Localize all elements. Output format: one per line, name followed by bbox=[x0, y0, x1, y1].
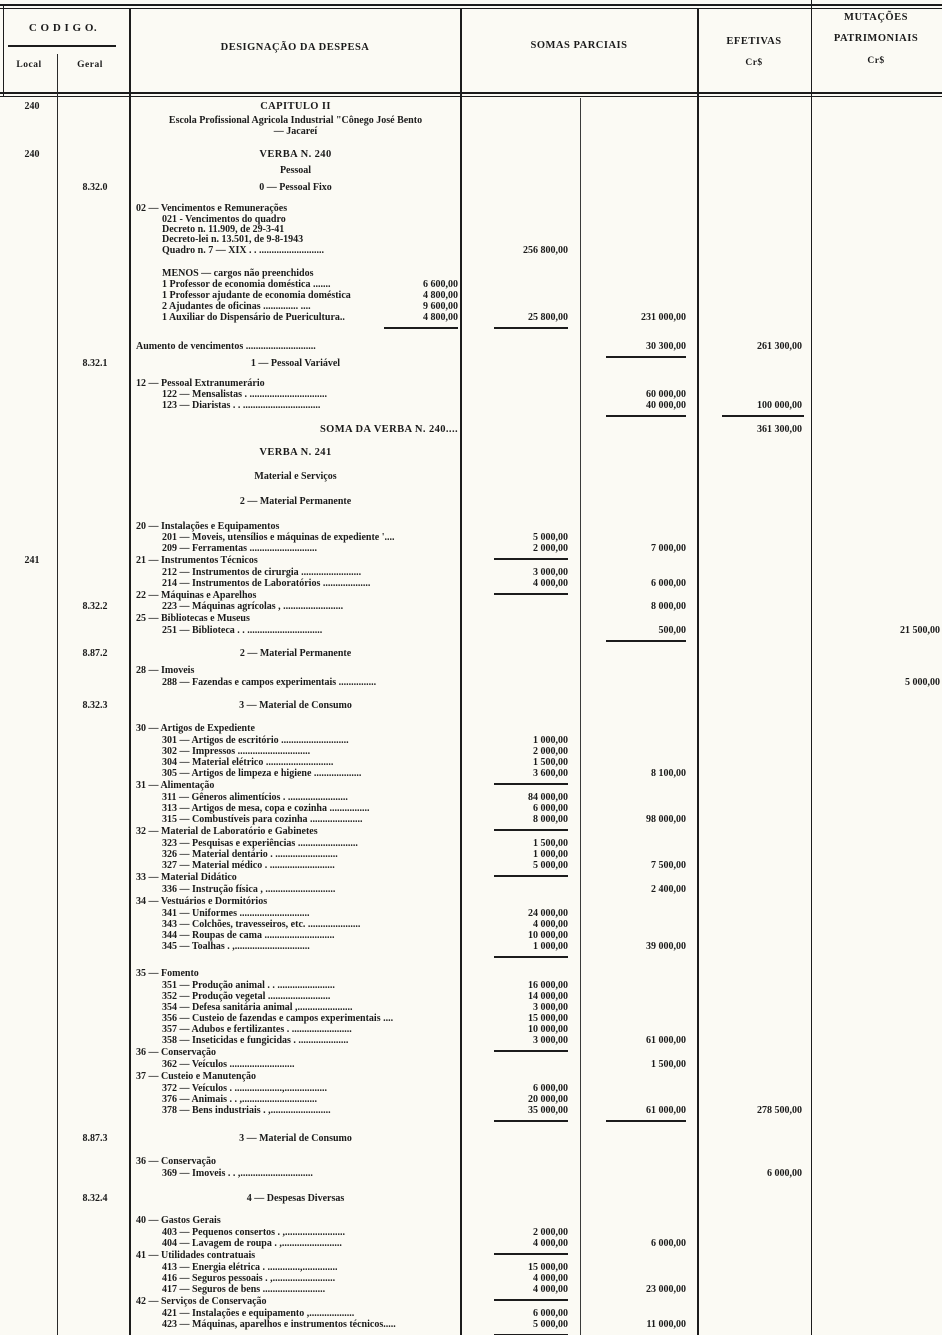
designation-text: CAPITULO II bbox=[260, 101, 331, 112]
designation-text: 341 — Uniformes ............................ bbox=[162, 908, 310, 919]
amount-inner: 6 600,00 bbox=[423, 279, 458, 290]
amount-parcial-2: 500,00 bbox=[658, 625, 686, 636]
designation-text: 315 — Combustíveis para cozinha ..................... bbox=[162, 814, 363, 825]
designacao-column-label: DESIGNAÇÃO DA DESPESA bbox=[220, 42, 370, 53]
designation-text: 36 — Conservação bbox=[136, 1047, 216, 1058]
sum-rule bbox=[494, 1299, 568, 1301]
table-row bbox=[0, 1132, 942, 1146]
designation-text: 413 — Energia elétrica . .............,.............. bbox=[162, 1262, 338, 1273]
top-border-rule-1 bbox=[0, 4, 942, 6]
amount-inner: 4 800,00 bbox=[423, 312, 458, 323]
amount-parcial-1: 2 000,00 bbox=[533, 543, 568, 554]
table-row bbox=[0, 699, 942, 713]
amount-parcial-1: 24 000,00 bbox=[528, 908, 568, 919]
designation-text: 36 — Conservação bbox=[136, 1156, 216, 1167]
designation-text: 313 — Artigos de mesa, copa e cozinha ................ bbox=[162, 803, 370, 814]
designation-text: Aumento de vencimentos ............................ bbox=[136, 341, 316, 352]
amount-parcial-1: 25 800,00 bbox=[528, 312, 568, 323]
designation-text: 421 — Instalações e equipamento ,.................. bbox=[162, 1308, 355, 1319]
amount-parcial-2: 98 000,00 bbox=[646, 814, 686, 825]
amount-parcial-2: 7 000,00 bbox=[651, 543, 686, 554]
table-row bbox=[0, 647, 942, 661]
sum-rule bbox=[606, 1120, 686, 1122]
geral-column-label: Geral bbox=[77, 60, 103, 70]
designation-text: Material e Serviços bbox=[254, 471, 337, 482]
sum-rule bbox=[606, 640, 686, 642]
codigo-header-label: C O D I G O. bbox=[28, 22, 98, 34]
amount-inner: 4 800,00 bbox=[423, 290, 458, 301]
table-row bbox=[0, 624, 942, 638]
designation-text: 20 — Instalações e Equipamentos bbox=[136, 521, 280, 532]
designation-text: 2 — Material Permanente bbox=[239, 496, 352, 507]
table-row bbox=[0, 940, 942, 954]
designation-text: 37 — Custeio e Manutenção bbox=[136, 1071, 256, 1082]
amount-parcial-2: 8 100,00 bbox=[651, 768, 686, 779]
amount-efetivas: 361 300,00 bbox=[757, 424, 802, 435]
amount-parcial-1: 8 000,00 bbox=[533, 814, 568, 825]
sum-rule bbox=[494, 558, 568, 560]
designation-text: 352 — Produção vegetal ......................... bbox=[162, 991, 331, 1002]
designation-text: Decreto-lei n. 13.501, de 9-8-1943 bbox=[162, 234, 304, 245]
amount-parcial-1: 4 000,00 bbox=[533, 1238, 568, 1249]
designation-text: 403 — Pequenos consertos . ,........................ bbox=[162, 1227, 346, 1238]
designation-text: 3 — Material de Consumo bbox=[239, 700, 352, 711]
amount-parcial-1: 1 500,00 bbox=[533, 838, 568, 849]
top-border-rule-2 bbox=[0, 8, 942, 9]
amount-parcial-1: 5 000,00 bbox=[533, 1319, 568, 1330]
efetivas-column-label: EFETIVAS bbox=[726, 36, 782, 47]
designation-text: 369 — Imoveis . . ,............................. bbox=[162, 1168, 313, 1179]
designation-text: 1 Auxiliar do Dispensário de Puericultura.. bbox=[162, 312, 345, 323]
designation-text: 25 — Bibliotecas e Museus bbox=[136, 613, 250, 624]
amount-parcial-1: 4 000,00 bbox=[533, 1273, 568, 1284]
amount-parcial-2: 231 000,00 bbox=[641, 312, 686, 323]
amount-parcial-2: 6 000,00 bbox=[651, 578, 686, 589]
amount-parcial-1: 4 000,00 bbox=[533, 578, 568, 589]
left-border bbox=[3, 4, 4, 96]
amount-mutacoes: 5 000,00 bbox=[905, 677, 940, 688]
table-row bbox=[0, 125, 942, 139]
designation-text: 343 — Colchões, travesseiros, etc. ..................... bbox=[162, 919, 361, 930]
table-row bbox=[0, 1192, 942, 1206]
designation-text: 354 — Defesa sanitária animal ,...................... bbox=[162, 1002, 353, 1013]
amount-parcial-2: 61 000,00 bbox=[646, 1105, 686, 1116]
amount-parcial-1: 6 000,00 bbox=[533, 1308, 568, 1319]
amount-efetivas: 278 500,00 bbox=[757, 1105, 802, 1116]
table-row bbox=[0, 1318, 942, 1332]
designation-text: VERBA N. 240 bbox=[259, 149, 332, 160]
designation-text: 30 — Artigos de Expediente bbox=[136, 723, 255, 734]
cell-local: 240 bbox=[24, 149, 40, 160]
amount-efetivas: 261 300,00 bbox=[757, 341, 802, 352]
designation-text: 2 Ajudantes de oficinas .............. .... bbox=[162, 301, 311, 312]
table-row bbox=[0, 164, 942, 178]
designation-text: 02 — Vencimentos e Remunerações bbox=[136, 203, 288, 214]
designation-text: 327 — Material médico . .......................... bbox=[162, 860, 335, 871]
designation-text: 305 — Artigos de limpeza e higiene ................... bbox=[162, 768, 362, 779]
designation-text: 344 — Roupas de cama ............................ bbox=[162, 930, 335, 941]
amount-parcial-1: 2 000,00 bbox=[533, 746, 568, 757]
table-row bbox=[0, 357, 942, 371]
amount-parcial-1: 1 000,00 bbox=[533, 849, 568, 860]
amount-parcial-1: 10 000,00 bbox=[528, 1024, 568, 1035]
amount-parcial-1: 20 000,00 bbox=[528, 1094, 568, 1105]
designation-text: 212 — Instrumentos de cirurgia ........................ bbox=[162, 567, 362, 578]
amount-parcial-2: 30 300,00 bbox=[646, 341, 686, 352]
sum-rule bbox=[722, 415, 804, 417]
designation-text: Decreto n. 11.909, de 29-3-41 bbox=[162, 224, 285, 235]
amount-parcial-1: 4 000,00 bbox=[533, 1284, 568, 1295]
amount-parcial-1: 4 000,00 bbox=[533, 919, 568, 930]
sum-rule bbox=[606, 356, 686, 358]
designation-text: 376 — Animais . . ,.............................. bbox=[162, 1094, 318, 1105]
designation-text: MENOS — cargos não preenchidos bbox=[162, 268, 314, 279]
amount-parcial-1: 15 000,00 bbox=[528, 1262, 568, 1273]
cell-local: 241 bbox=[24, 555, 40, 566]
designation-text: 42 — Serviços de Conservação bbox=[136, 1296, 267, 1307]
table-row bbox=[0, 1167, 942, 1181]
amount-parcial-1: 5 000,00 bbox=[533, 532, 568, 543]
amount-efetivas: 6 000,00 bbox=[767, 1168, 802, 1179]
header-bottom-rule-2 bbox=[0, 96, 942, 97]
designation-text: 31 — Alimentação bbox=[136, 780, 215, 791]
sum-rule bbox=[494, 593, 568, 595]
designation-text: 22 — Máquinas e Aparelhos bbox=[136, 590, 257, 601]
designation-text: SOMA DA VERBA N. 240.... bbox=[319, 424, 458, 435]
designation-text: 122 — Mensalistas . ............................... bbox=[162, 389, 327, 400]
sum-rule bbox=[494, 327, 568, 329]
designation-text: 1 Professor ajudante de economia doméstica bbox=[162, 290, 351, 301]
designation-text: 2 — Material Permanente bbox=[239, 648, 352, 659]
amount-parcial-2: 7 500,00 bbox=[651, 860, 686, 871]
cell-geral: 8.32.3 bbox=[82, 700, 108, 711]
sum-rule bbox=[494, 875, 568, 877]
sum-rule bbox=[494, 783, 568, 785]
amount-parcial-1: 16 000,00 bbox=[528, 980, 568, 991]
amount-parcial-1: 84 000,00 bbox=[528, 792, 568, 803]
table-row bbox=[0, 311, 942, 325]
designation-text: 356 — Custeio de fazendas e campos experimentais .... bbox=[162, 1013, 394, 1024]
codigo-underline bbox=[8, 45, 116, 47]
designation-text: 288 — Fazendas e campos experimentais ............... bbox=[162, 677, 377, 688]
designation-text: 32 — Material de Laboratório e Gabinetes bbox=[136, 826, 318, 837]
cell-geral: 8.87.2 bbox=[82, 648, 108, 659]
designation-text: 33 — Material Didático bbox=[136, 872, 237, 883]
amount-parcial-1: 3 000,00 bbox=[533, 1035, 568, 1046]
designation-text: 416 — Seguros pessoais . ,......................... bbox=[162, 1273, 336, 1284]
designation-text: 28 — Imoveis bbox=[136, 665, 195, 676]
designation-text: 35 — Fomento bbox=[136, 968, 199, 979]
amount-parcial-2: 2 400,00 bbox=[651, 884, 686, 895]
amount-efetivas: 100 000,00 bbox=[757, 400, 802, 411]
designation-text: 417 — Seguros de bens ......................... bbox=[162, 1284, 326, 1295]
table-row bbox=[0, 148, 942, 162]
amount-parcial-2: 40 000,00 bbox=[646, 400, 686, 411]
designation-text: 34 — Vestuários e Dormitórios bbox=[136, 896, 268, 907]
cell-geral: 8.32.1 bbox=[82, 358, 108, 369]
amount-parcial-2: 8 000,00 bbox=[651, 601, 686, 612]
table-row bbox=[0, 423, 942, 437]
amount-parcial-2: 60 000,00 bbox=[646, 389, 686, 400]
designation-text: 201 — Moveis, utensílios e máquinas de expediente '.... bbox=[162, 532, 395, 543]
designation-text: 302 — Impressos ............................. bbox=[162, 746, 311, 757]
amount-parcial-1: 3 000,00 bbox=[533, 1002, 568, 1013]
cell-geral: 8.32.4 bbox=[82, 1193, 108, 1204]
designation-text: 357 — Adubos e fertilizantes . ........................ bbox=[162, 1024, 352, 1035]
designation-text: 362 — Veículos .......................... bbox=[162, 1059, 295, 1070]
table-row bbox=[0, 1104, 942, 1118]
cell-geral: 8.32.0 bbox=[82, 182, 108, 193]
table-row bbox=[0, 399, 942, 413]
amount-parcial-2: 23 000,00 bbox=[646, 1284, 686, 1295]
designation-text: 423 — Máquinas, aparelhos e instrumentos técnicos..... bbox=[162, 1319, 396, 1330]
designation-text: 304 — Material elétrico ........................... bbox=[162, 757, 334, 768]
designation-text: 214 — Instrumentos de Laboratórios ................... bbox=[162, 578, 371, 589]
mutacoes-column-label-line1: MUTAÇÕES bbox=[844, 12, 908, 23]
designation-text: 4 — Despesas Diversas bbox=[246, 1193, 345, 1204]
designation-text: 404 — Lavagem de roupa . ,........................ bbox=[162, 1238, 342, 1249]
amount-parcial-1: 1 000,00 bbox=[533, 735, 568, 746]
designation-text: 223 — Máquinas agrícolas , ........................ bbox=[162, 601, 344, 612]
amount-parcial-1: 256 800,00 bbox=[523, 245, 568, 256]
designation-text: 311 — Gêneros alimentícios . ........................ bbox=[162, 792, 348, 803]
efetivas-currency-label: Cr$ bbox=[745, 58, 763, 68]
designation-text: 41 — Utilidades contratuais bbox=[136, 1250, 256, 1261]
amount-parcial-1: 10 000,00 bbox=[528, 930, 568, 941]
sum-rule bbox=[494, 1253, 568, 1255]
designation-text: 358 — Inseticidas e fungicidas . .................... bbox=[162, 1035, 349, 1046]
amount-parcial-1: 1 500,00 bbox=[533, 757, 568, 768]
amount-parcial-1: 35 000,00 bbox=[528, 1105, 568, 1116]
sum-rule bbox=[606, 415, 686, 417]
table-row bbox=[0, 446, 942, 460]
amount-inner: 9 600,00 bbox=[423, 301, 458, 312]
designation-text: 0 — Pessoal Fixo bbox=[259, 182, 332, 193]
table-row bbox=[0, 470, 942, 484]
designation-text: 12 — Pessoal Extranumerário bbox=[136, 378, 265, 389]
designation-text: 1 Professor de economia doméstica ....... bbox=[162, 279, 331, 290]
designation-text: 378 — Bens industriais . ,........................ bbox=[162, 1105, 331, 1116]
amount-mutacoes: 21 500,00 bbox=[900, 625, 940, 636]
designation-text: 251 — Biblioteca . . .............................. bbox=[162, 625, 323, 636]
mutacoes-currency-label: Cr$ bbox=[867, 56, 885, 66]
cell-geral: 8.32.2 bbox=[82, 601, 108, 612]
amount-parcial-2: 39 000,00 bbox=[646, 941, 686, 952]
table-row bbox=[0, 100, 942, 114]
somas-parciais-column-label: SOMAS PARCIAIS bbox=[530, 40, 628, 51]
table-row bbox=[0, 244, 942, 258]
amount-parcial-1: 6 000,00 bbox=[533, 1083, 568, 1094]
designation-text: Escola Profissional Agricola Industrial "Cônego José Bento bbox=[168, 115, 423, 126]
designation-text: — Jacareí bbox=[273, 126, 318, 137]
designation-text: 351 — Produção animal . . ....................... bbox=[162, 980, 335, 991]
designation-text: 345 — Toalhas . ,.............................. bbox=[162, 941, 310, 952]
sum-rule bbox=[494, 1050, 568, 1052]
mutacoes-column-label-line2: PATRIMONIAIS bbox=[833, 33, 919, 44]
table-row bbox=[0, 495, 942, 509]
designation-text: 021 - Vencimentos do quadro bbox=[162, 214, 286, 225]
designation-text: 301 — Artigos de escritório ........................... bbox=[162, 735, 349, 746]
designation-text: 323 — Pesquisas e experiências ........................ bbox=[162, 838, 358, 849]
amount-parcial-2: 1 500,00 bbox=[651, 1059, 686, 1070]
amount-parcial-2: 11 000,00 bbox=[646, 1319, 686, 1330]
sum-rule bbox=[494, 829, 568, 831]
designation-text: 326 — Material dentário . ......................... bbox=[162, 849, 338, 860]
designation-text: 209 — Ferramentas ........................... bbox=[162, 543, 317, 554]
designation-text: VERBA N. 241 bbox=[259, 447, 332, 458]
amount-parcial-1: 2 000,00 bbox=[533, 1227, 568, 1238]
sum-rule bbox=[494, 1120, 568, 1122]
amount-parcial-2: 61 000,00 bbox=[646, 1035, 686, 1046]
designation-text: 40 — Gastos Gerais bbox=[136, 1215, 221, 1226]
cell-geral: 8.87.3 bbox=[82, 1133, 108, 1144]
designation-text: 336 — Instrução física , ............................ bbox=[162, 884, 336, 895]
amount-parcial-2: 6 000,00 bbox=[651, 1238, 686, 1249]
designation-text: 3 — Material de Consumo bbox=[239, 1133, 352, 1144]
sum-rule bbox=[384, 327, 458, 329]
amount-parcial-1: 14 000,00 bbox=[528, 991, 568, 1002]
amount-parcial-1: 3 000,00 bbox=[533, 567, 568, 578]
amount-parcial-1: 15 000,00 bbox=[528, 1013, 568, 1024]
table-row bbox=[0, 181, 942, 195]
designation-text: 123 — Diaristas . . ............................... bbox=[162, 400, 321, 411]
table-row bbox=[0, 676, 942, 690]
sum-rule bbox=[494, 956, 568, 958]
amount-parcial-1: 3 600,00 bbox=[533, 768, 568, 779]
amount-parcial-1: 6 000,00 bbox=[533, 803, 568, 814]
designation-text: Quadro n. 7 — XIX . . .......................... bbox=[162, 245, 325, 256]
designation-text: 372 — Veículos . ...................,................. bbox=[162, 1083, 328, 1094]
designation-text: 21 — Instrumentos Técnicos bbox=[136, 555, 258, 566]
amount-parcial-1: 1 000,00 bbox=[533, 941, 568, 952]
designation-text: Pessoal bbox=[279, 165, 312, 176]
table-row bbox=[0, 340, 942, 354]
designation-text: 1 — Pessoal Variável bbox=[250, 358, 341, 369]
local-column-label: Local bbox=[16, 60, 42, 70]
cell-local: 240 bbox=[24, 101, 40, 112]
amount-parcial-1: 5 000,00 bbox=[533, 860, 568, 871]
header-bottom-rule-1 bbox=[0, 92, 942, 94]
